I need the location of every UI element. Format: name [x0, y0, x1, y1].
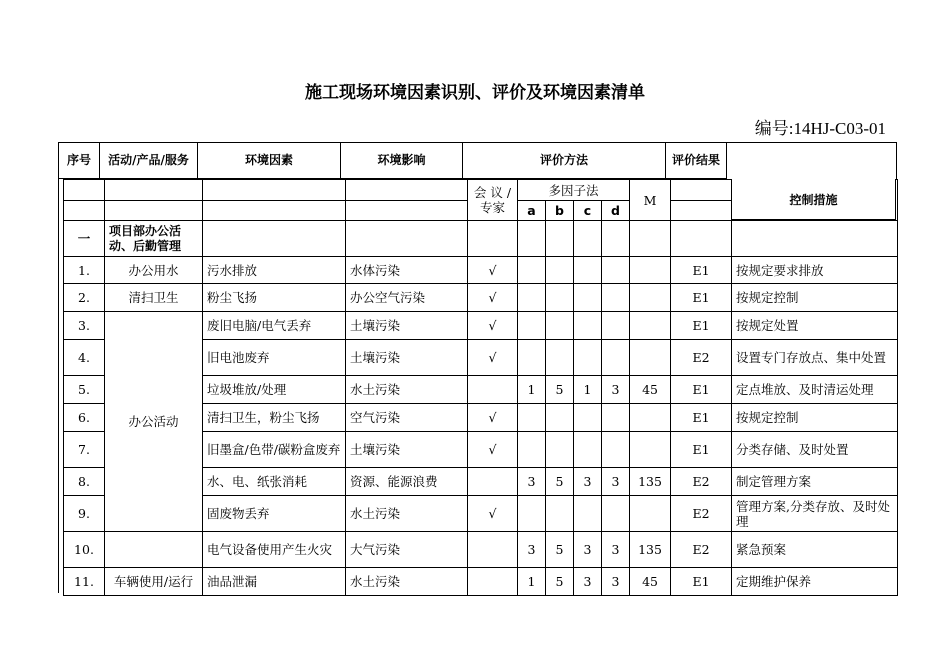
row-d: 3: [602, 468, 630, 496]
row-activity: 清扫卫生: [105, 284, 203, 312]
row-control: 管理方案,分类存放、及时处理: [732, 496, 898, 532]
document-title: 施工现场环境因素识别、评价及环境因素清单: [305, 83, 645, 103]
row-m: 45: [630, 568, 671, 596]
row-c: 3: [574, 468, 602, 496]
row-m: [630, 257, 671, 284]
row-number: 11.: [64, 568, 105, 596]
row-d: [602, 312, 630, 340]
factor-table: [63, 179, 898, 596]
row-c: 3: [574, 532, 602, 568]
row-b: [546, 312, 574, 340]
row-m: 45: [630, 376, 671, 404]
header-result: 评价结果: [666, 143, 727, 179]
row-d: [602, 404, 630, 432]
row-result: E2: [671, 532, 732, 568]
row-factor: 粉尘飞扬: [203, 284, 346, 312]
row-meeting-check: √: [468, 257, 518, 284]
header-control: 控制措施: [731, 179, 896, 220]
row-m: 135: [630, 468, 671, 496]
row-control: 紧急预案: [732, 532, 898, 568]
row-activity-group: 办公活动: [105, 312, 203, 532]
row-d: [602, 432, 630, 468]
row-a: 1: [518, 568, 546, 596]
row-c: 3: [574, 568, 602, 596]
row-number: 4.: [64, 340, 105, 376]
row-number: 5.: [64, 376, 105, 404]
row-factor: 垃圾堆放/处理: [203, 376, 346, 404]
row-meeting-check: √: [468, 340, 518, 376]
row-number: 8.: [64, 468, 105, 496]
table-row: [64, 532, 898, 568]
row-a: [518, 257, 546, 284]
row-meeting-check: [468, 532, 518, 568]
table-row: [64, 257, 898, 284]
row-impact: 土壤污染: [346, 432, 468, 468]
row-result: E1: [671, 404, 732, 432]
header-control-blank: [727, 143, 897, 179]
row-number: 1.: [64, 257, 105, 284]
row-a: 1: [518, 376, 546, 404]
row-impact: 办公空气污染: [346, 284, 468, 312]
header-table: [58, 142, 897, 179]
header-multi-factor: 多因子法: [518, 180, 630, 201]
row-c: [574, 312, 602, 340]
row-number: 6.: [64, 404, 105, 432]
row-b: 5: [546, 532, 574, 568]
row-factor: 污水排放: [203, 257, 346, 284]
row-b: 5: [546, 376, 574, 404]
row-b: [546, 257, 574, 284]
row-b: 5: [546, 568, 574, 596]
row-d: 3: [602, 568, 630, 596]
row-b: [546, 432, 574, 468]
row-a: [518, 432, 546, 468]
header-seq: 序号: [59, 143, 100, 179]
row-m: [630, 340, 671, 376]
header-method: 评价方法: [463, 143, 666, 179]
row-impact: 水土污染: [346, 376, 468, 404]
row-activity: 办公用水: [105, 257, 203, 284]
row-factor: 水、电、纸张消耗: [203, 468, 346, 496]
row-d: 3: [602, 532, 630, 568]
table-row: [64, 312, 898, 340]
section-row: [64, 221, 898, 257]
row-impact: 土壤污染: [346, 340, 468, 376]
row-factor: 旧墨盒/色带/碳粉盒废弃: [203, 432, 346, 468]
row-meeting-check: √: [468, 312, 518, 340]
table-body: [64, 257, 898, 596]
row-impact: 水土污染: [346, 496, 468, 532]
section-name: 项目部办公活动、后勤管理: [105, 221, 203, 257]
row-a: 3: [518, 468, 546, 496]
row-b: [546, 496, 574, 532]
row-impact: 大气污染: [346, 532, 468, 568]
row-meeting-check: √: [468, 284, 518, 312]
outer-left-border: [58, 179, 59, 593]
row-c: 1: [574, 376, 602, 404]
row-a: [518, 284, 546, 312]
row-m: [630, 312, 671, 340]
row-factor: 固废物丢弃: [203, 496, 346, 532]
row-factor: 油品泄漏: [203, 568, 346, 596]
row-factor: 旧电池废弃: [203, 340, 346, 376]
header-m: M: [630, 180, 671, 221]
row-result: E1: [671, 284, 732, 312]
row-c: [574, 496, 602, 532]
row-result: E1: [671, 432, 732, 468]
row-result: E1: [671, 312, 732, 340]
row-a: 3: [518, 532, 546, 568]
row-activity: [105, 532, 203, 568]
table-row: [64, 284, 898, 312]
row-factor: 废旧电脑/电气丢弃: [203, 312, 346, 340]
row-meeting-check: √: [468, 404, 518, 432]
row-result: E2: [671, 496, 732, 532]
row-control: 分类存储、及时处置: [732, 432, 898, 468]
row-number: 10.: [64, 532, 105, 568]
row-a: [518, 340, 546, 376]
row-c: [574, 340, 602, 376]
row-m: 135: [630, 532, 671, 568]
row-control: 定点堆放、及时清运处理: [732, 376, 898, 404]
row-meeting-check: [468, 568, 518, 596]
row-meeting-check: [468, 468, 518, 496]
row-factor: 清扫卫生，粉尘飞扬: [203, 404, 346, 432]
section-number: 一: [64, 221, 105, 257]
document-number: 编号:14HJ-C03-01: [754, 119, 886, 138]
row-impact: 水体污染: [346, 257, 468, 284]
row-a: [518, 312, 546, 340]
row-b: [546, 404, 574, 432]
row-activity: 车辆使用/运行: [105, 568, 203, 596]
header-b: b: [546, 201, 574, 221]
row-c: [574, 432, 602, 468]
row-d: [602, 257, 630, 284]
row-b: [546, 284, 574, 312]
row-control: 按规定控制: [732, 404, 898, 432]
row-number: 7.: [64, 432, 105, 468]
row-number: 2.: [64, 284, 105, 312]
row-impact: 土壤污染: [346, 312, 468, 340]
row-meeting-check: √: [468, 432, 518, 468]
row-control: 按规定要求排放: [732, 257, 898, 284]
row-d: [602, 496, 630, 532]
row-meeting-check: [468, 376, 518, 404]
row-m: [630, 432, 671, 468]
row-control: 设置专门存放点、集中处置: [732, 340, 898, 376]
row-impact: 水土污染: [346, 568, 468, 596]
row-control: 制定管理方案: [732, 468, 898, 496]
row-d: 3: [602, 376, 630, 404]
row-factor: 电气设备使用产生火灾: [203, 532, 346, 568]
header-a: a: [518, 201, 546, 221]
row-result: E1: [671, 257, 732, 284]
row-result: E1: [671, 568, 732, 596]
row-impact: 资源、能源浪费: [346, 468, 468, 496]
row-a: [518, 404, 546, 432]
header-meeting: 会 议 / 专家: [468, 180, 518, 221]
row-result: E2: [671, 468, 732, 496]
row-control: 定期维护保养: [732, 568, 898, 596]
row-meeting-check: √: [468, 496, 518, 532]
row-c: [574, 257, 602, 284]
row-a: [518, 496, 546, 532]
row-c: [574, 404, 602, 432]
row-impact: 空气污染: [346, 404, 468, 432]
table-row: [64, 568, 898, 596]
row-result: E1: [671, 376, 732, 404]
header-impact: 环境影响: [341, 143, 463, 179]
header-d: d: [602, 201, 630, 221]
header-c: c: [574, 201, 602, 221]
row-d: [602, 340, 630, 376]
row-b: 5: [546, 468, 574, 496]
row-result: E2: [671, 340, 732, 376]
row-control: 按规定控制: [732, 284, 898, 312]
header-factor: 环境因素: [198, 143, 341, 179]
row-number: 3.: [64, 312, 105, 340]
row-m: [630, 284, 671, 312]
row-b: [546, 340, 574, 376]
row-c: [574, 284, 602, 312]
row-m: [630, 496, 671, 532]
row-d: [602, 284, 630, 312]
row-control: 按规定处置: [732, 312, 898, 340]
row-m: [630, 404, 671, 432]
row-number: 9.: [64, 496, 105, 532]
header-activity: 活动/产品/服务: [100, 143, 198, 179]
